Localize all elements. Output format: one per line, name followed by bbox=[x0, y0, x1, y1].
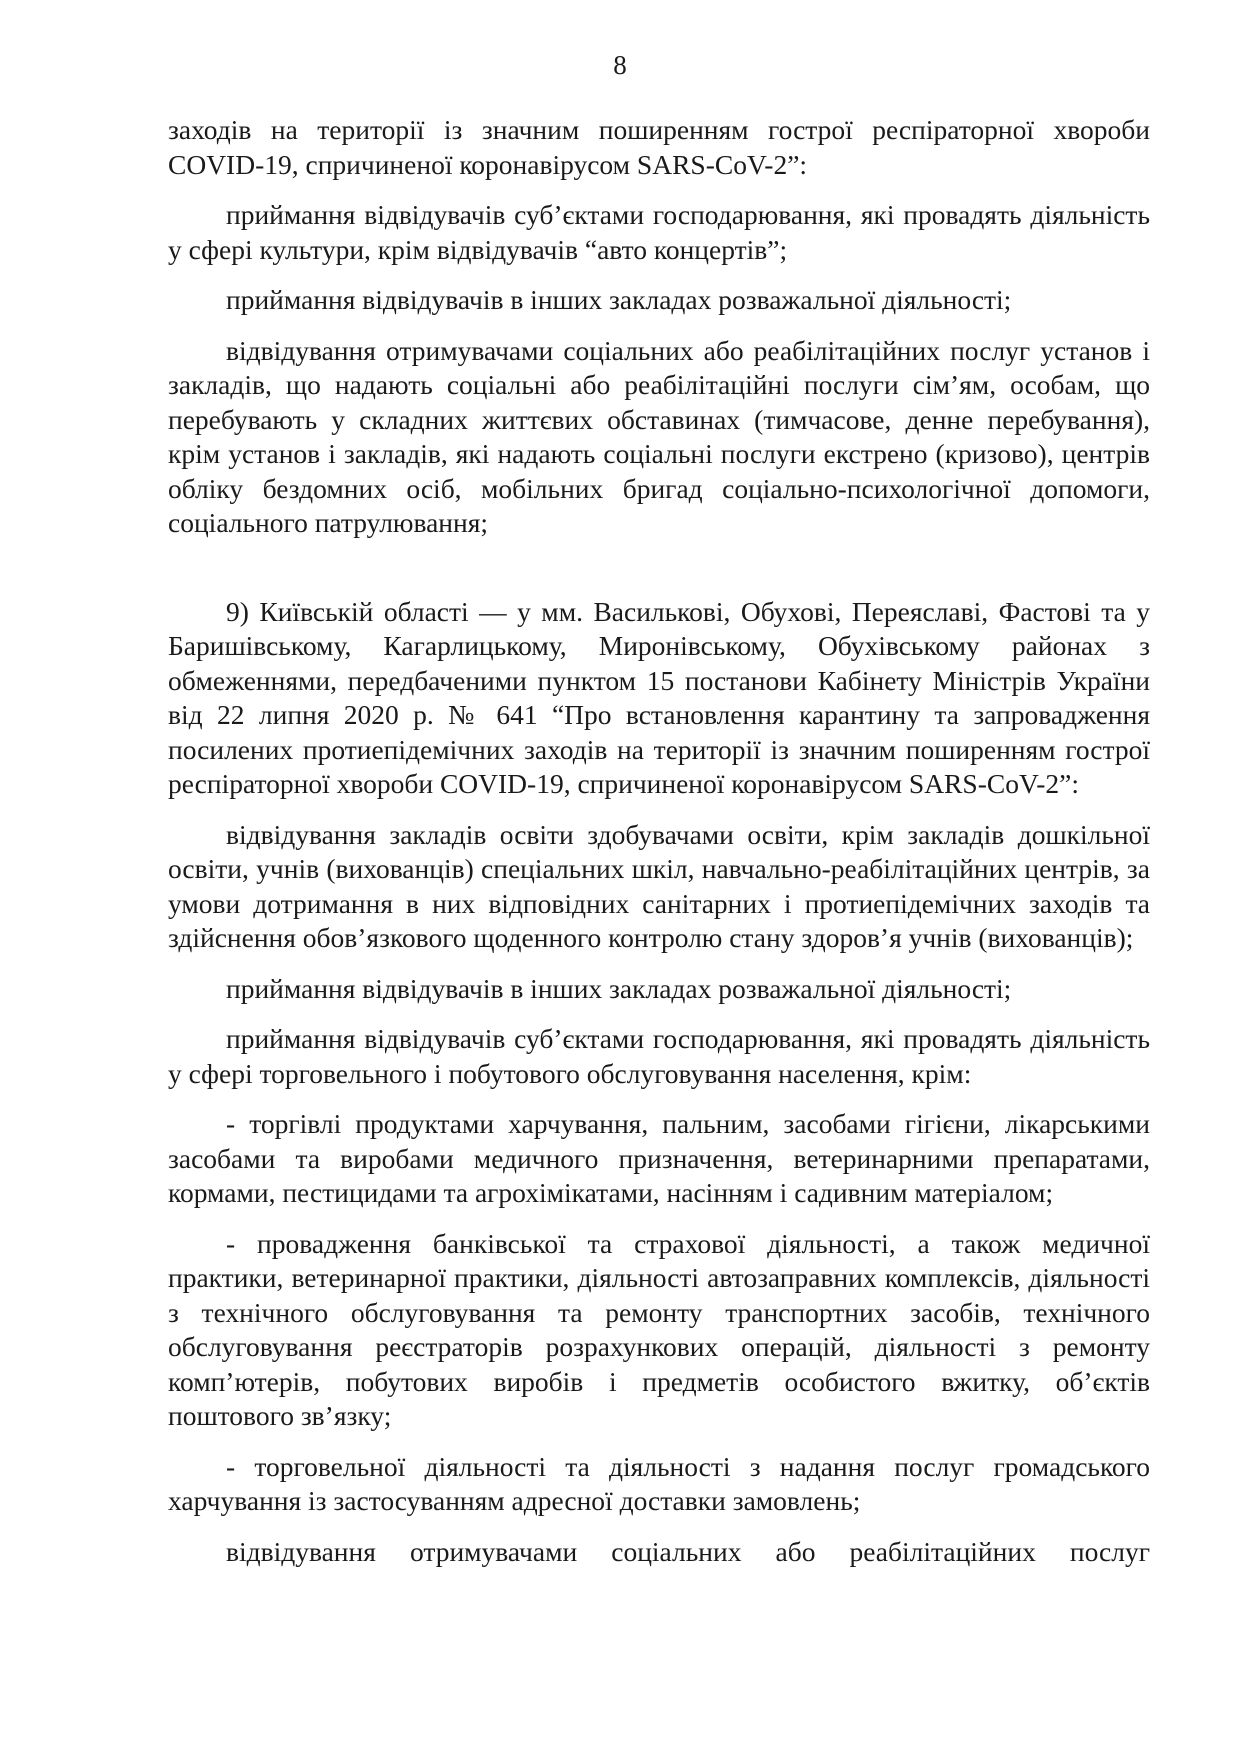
paragraph-social-services: відвідування отримувачами соціальних або реабілітаційних послуг установ і закладів, що надають соціальні або реабілітаційні послуги сім’ям, особам, що перебувають у складних життєвих обставинах (тимчасове, денне перебування), крім установ і закладів, які надають соціальні послуги екстрено (кризово), центрів обліку бездомних осіб, мобільних бригад соціально-психологічної допомоги, соціального патрулювання; bbox=[168, 334, 1150, 538]
paragraph-social-services-2: відвідування отримувачами соціальних або реабілітаційних послуг bbox=[226, 1535, 1150, 1567]
paragraph-entertainment-visitors: приймання відвідувачів в інших закладах розважальної діяльності; bbox=[226, 284, 1012, 315]
list-item-banking: - провадження банківської та страхової діяльності, а також медичної практики, ветеринарної практики, діяльності автозаправних комплексів, діяльності з технічного обслуговування та ремонту транспортних засобів, технічного обслуговування реєстраторів розрахункових операцій, діяльності з ремонту комп’ютерів, побутових виробів і предметів особистого вжитку, об’єктів поштового зв’язку; bbox=[168, 1227, 1150, 1431]
paragraph-education: відвідування закладів освіти здобувачами освіти, крім закладів дошкільної освіти, учнів (вихованців) спеціальних шкіл, навчально-реабілітаційних центрів, за умови дотримання в них відповідних санітарних і протиепідемічних заходів та здійснення обов’язкового щоденного контролю стану здоров’я учнів (вихованців); bbox=[168, 818, 1150, 953]
paragraph-continuation: заходів на території із значним поширенням гострої респіраторної хвороби COVID-19, спричиненої коронавірусом SARS-CoV-2”: bbox=[168, 114, 1150, 180]
paragraph-culture-visitors: приймання відвідувачів суб’єктами господарювання, які провадять діяльність у сфері культури, крім відвідувачів “авто концертів”; bbox=[168, 199, 1150, 265]
document-body bbox=[168, 113, 1150, 1585]
page-number: 8 bbox=[613, 50, 627, 80]
list-item-delivery: - торговельної діяльності та діяльності з надання послуг громадського харчування із застосуванням адресної доставки замовлень; bbox=[168, 1450, 1150, 1516]
paragraph-trade-services: приймання відвідувачів суб’єктами господарювання, які провадять діяльність у сфері торговельного і побутового обслуговування населення, крім: bbox=[168, 1023, 1150, 1089]
paragraph-entertainment-visitors-2: приймання відвідувачів в інших закладах розважальної діяльності; bbox=[226, 972, 1012, 1004]
paragraph-kyiv-region: 9) Київській області — у мм. Василькові, Обухові, Переяславі, Фастові та у Баришівському, Кагарлицькому, Миронівському, Обухівському районах з обмеженнями, передбаченими пунктом 15 постанови Кабінету Міністрів України від 22 липня 2020 р. № 641 “Про встановлення карантину та запровадження посилених протиепідемічних заходів на території із значним поширенням гострої респіраторної хвороби COVID-19, спричиненої коронавірусом SARS-CoV-2”: bbox=[168, 595, 1150, 799]
list-item-food-trade: - торгівлі продуктами харчування, пальним, засобами гігієни, лікарськими засобами та виробами медичного призначення, ветеринарними препаратами, кормами, пестицидами та агрохімікатами, насінням і садивним матеріалом; bbox=[168, 1108, 1150, 1208]
